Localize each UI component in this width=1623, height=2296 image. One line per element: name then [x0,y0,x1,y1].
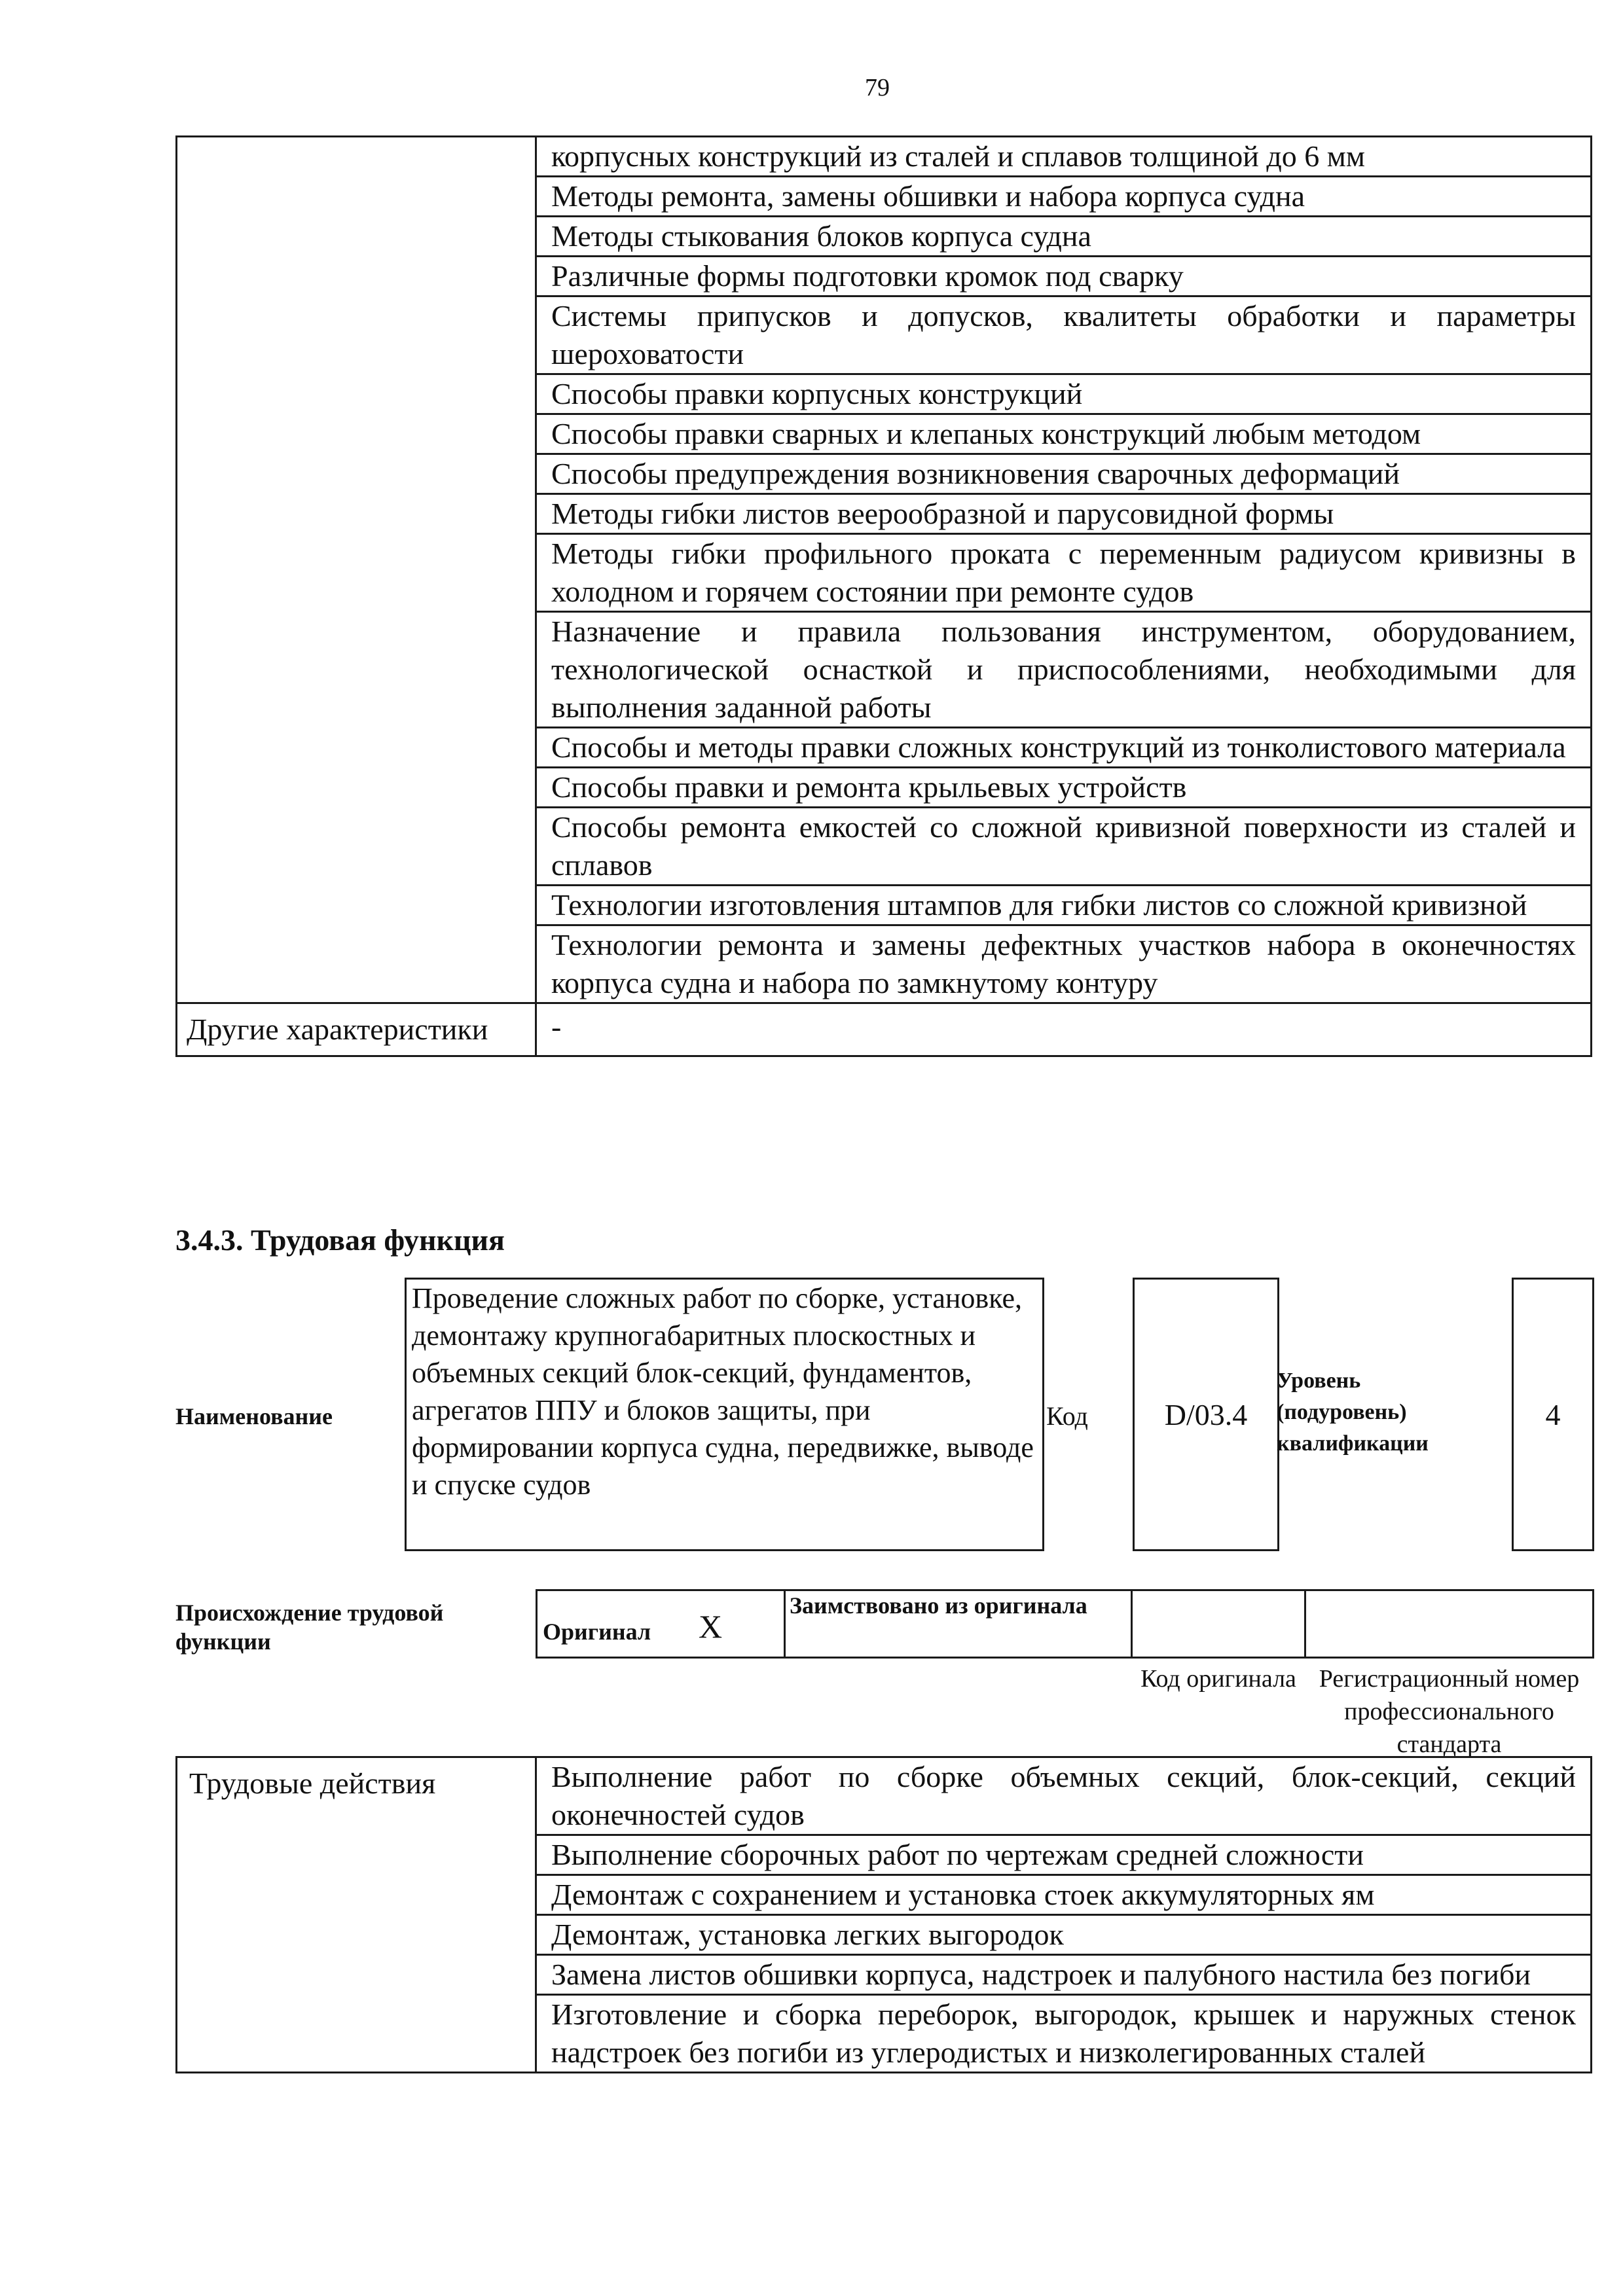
origin-original-cell [536,1589,786,1659]
section-heading: 3.4.3. Трудовая функция [175,1223,505,1257]
code-label: Код [1046,1401,1088,1431]
table-row [177,1757,1592,1835]
origin-original-label: Оригинал [543,1619,651,1645]
knowledge-item: Системы припусков и допусков, квалитеты обработки и параметры шероховатости [536,296,1592,374]
code-value: D/03.4 [1164,1397,1248,1431]
knowledge-item: Способы правки корпусных конструкций [536,374,1592,414]
page-number: 79 [865,74,890,101]
knowledge-item: Методы ремонта, замены обшивки и набора корпуса судна [536,177,1592,217]
origin-reg-caption: Регистрационный номер профессионального стандарта [1319,1665,1580,1758]
knowledge-item: Способы и методы правки сложных конструкций из тонколистового материала [536,728,1592,768]
knowledge-item: Способы правки сварных и клепаных конструкций любым методом [536,414,1592,454]
knowledge-item: Способы ремонта емкостей со сложной кривизной поверхности из сталей и сплавов [536,808,1592,886]
knowledge-item: Способы правки и ремонта крыльевых устройств [536,768,1592,808]
table-row [177,137,1592,177]
level-value: 4 [1545,1397,1561,1431]
knowledge-item: Технологии ремонта и замены дефектных участков набора в оконечностях корпуса судна и набора по замкнутому контуру [536,925,1592,1003]
knowledge-item: корпусных конструкций из сталей и сплавов толщиной до 6 мм [536,137,1592,177]
labor-action-item: Выполнение сборочных работ по чертежам средней сложности [536,1835,1592,1875]
knowledge-label-cell [177,137,536,1003]
level-label: Уровень (подуровень) квалификации [1277,1369,1429,1456]
other-characteristics-value: - [536,1003,1592,1056]
origin-borrowed-cell [784,1589,1133,1659]
origin-code-caption: Код оригинала [1140,1665,1296,1693]
level-value-box [1512,1278,1594,1551]
other-characteristics-label: Другие характеристики [177,1003,536,1056]
labor-action-item: Изготовление и сборка переборок, выгородок, крышек и наружных стенок надстроек без погиби из углеродистых и низколегированных сталей [536,1995,1592,2073]
function-name-box [405,1278,1044,1551]
knowledge-item: Технологии изготовления штампов для гибки листов со сложной кривизной [536,886,1592,925]
knowledge-item: Методы гибки листов веерообразной и парусовидной формы [536,494,1592,534]
labor-action-item: Демонтаж, установка легких выгородок [536,1915,1592,1955]
knowledge-item: Различные формы подготовки кромок под сварку [536,257,1592,296]
labor-action-item: Демонтаж с сохранением и установка стоек аккумуляторных ям [536,1875,1592,1915]
labor-action-item: Замена листов обшивки корпуса, надстроек и палубного настила без погиби [536,1955,1592,1995]
function-name-value: Проведение сложных работ по сборке, установке, демонтажу крупногабаритных плоскостных и объемных секций блок-секций, фундаментов, агрегатов ППУ и блоков защиты, при формировании корпуса судна, передвижке, выводе и спуске судов [412,1282,1034,1501]
knowledge-item: Способы предупреждения возникновения сварочных деформаций [536,454,1592,494]
knowledge-item: Методы стыкования блоков корпуса судна [536,217,1592,257]
code-value-box [1133,1278,1279,1551]
labor-actions-table [175,1756,1592,2073]
table-row [177,1003,1592,1056]
origin-original-mark: X [699,1608,723,1645]
origin-label: Происхождение трудовой функции [175,1600,444,1655]
origin-code-cell [1131,1589,1306,1659]
knowledge-table [175,135,1592,1057]
knowledge-item: Методы гибки профильного проката с переменным радиусом кривизны в холодном и горячем состоянии при ремонте судов [536,534,1592,612]
labor-actions-label: Трудовые действия [177,1757,536,2073]
knowledge-item: Назначение и правила пользования инструментом, оборудованием, технологической оснасткой и приспособлениями, необходимыми для выполнения заданной работы [536,612,1592,728]
labor-action-item: Выполнение работ по сборке объемных секций, блок-секций, секций оконечностей судов [536,1757,1592,1835]
origin-borrowed-label: Заимствовано из оригинала [790,1592,1087,1619]
name-label: Наименование [175,1403,333,1429]
origin-reg-number-cell [1304,1589,1594,1659]
